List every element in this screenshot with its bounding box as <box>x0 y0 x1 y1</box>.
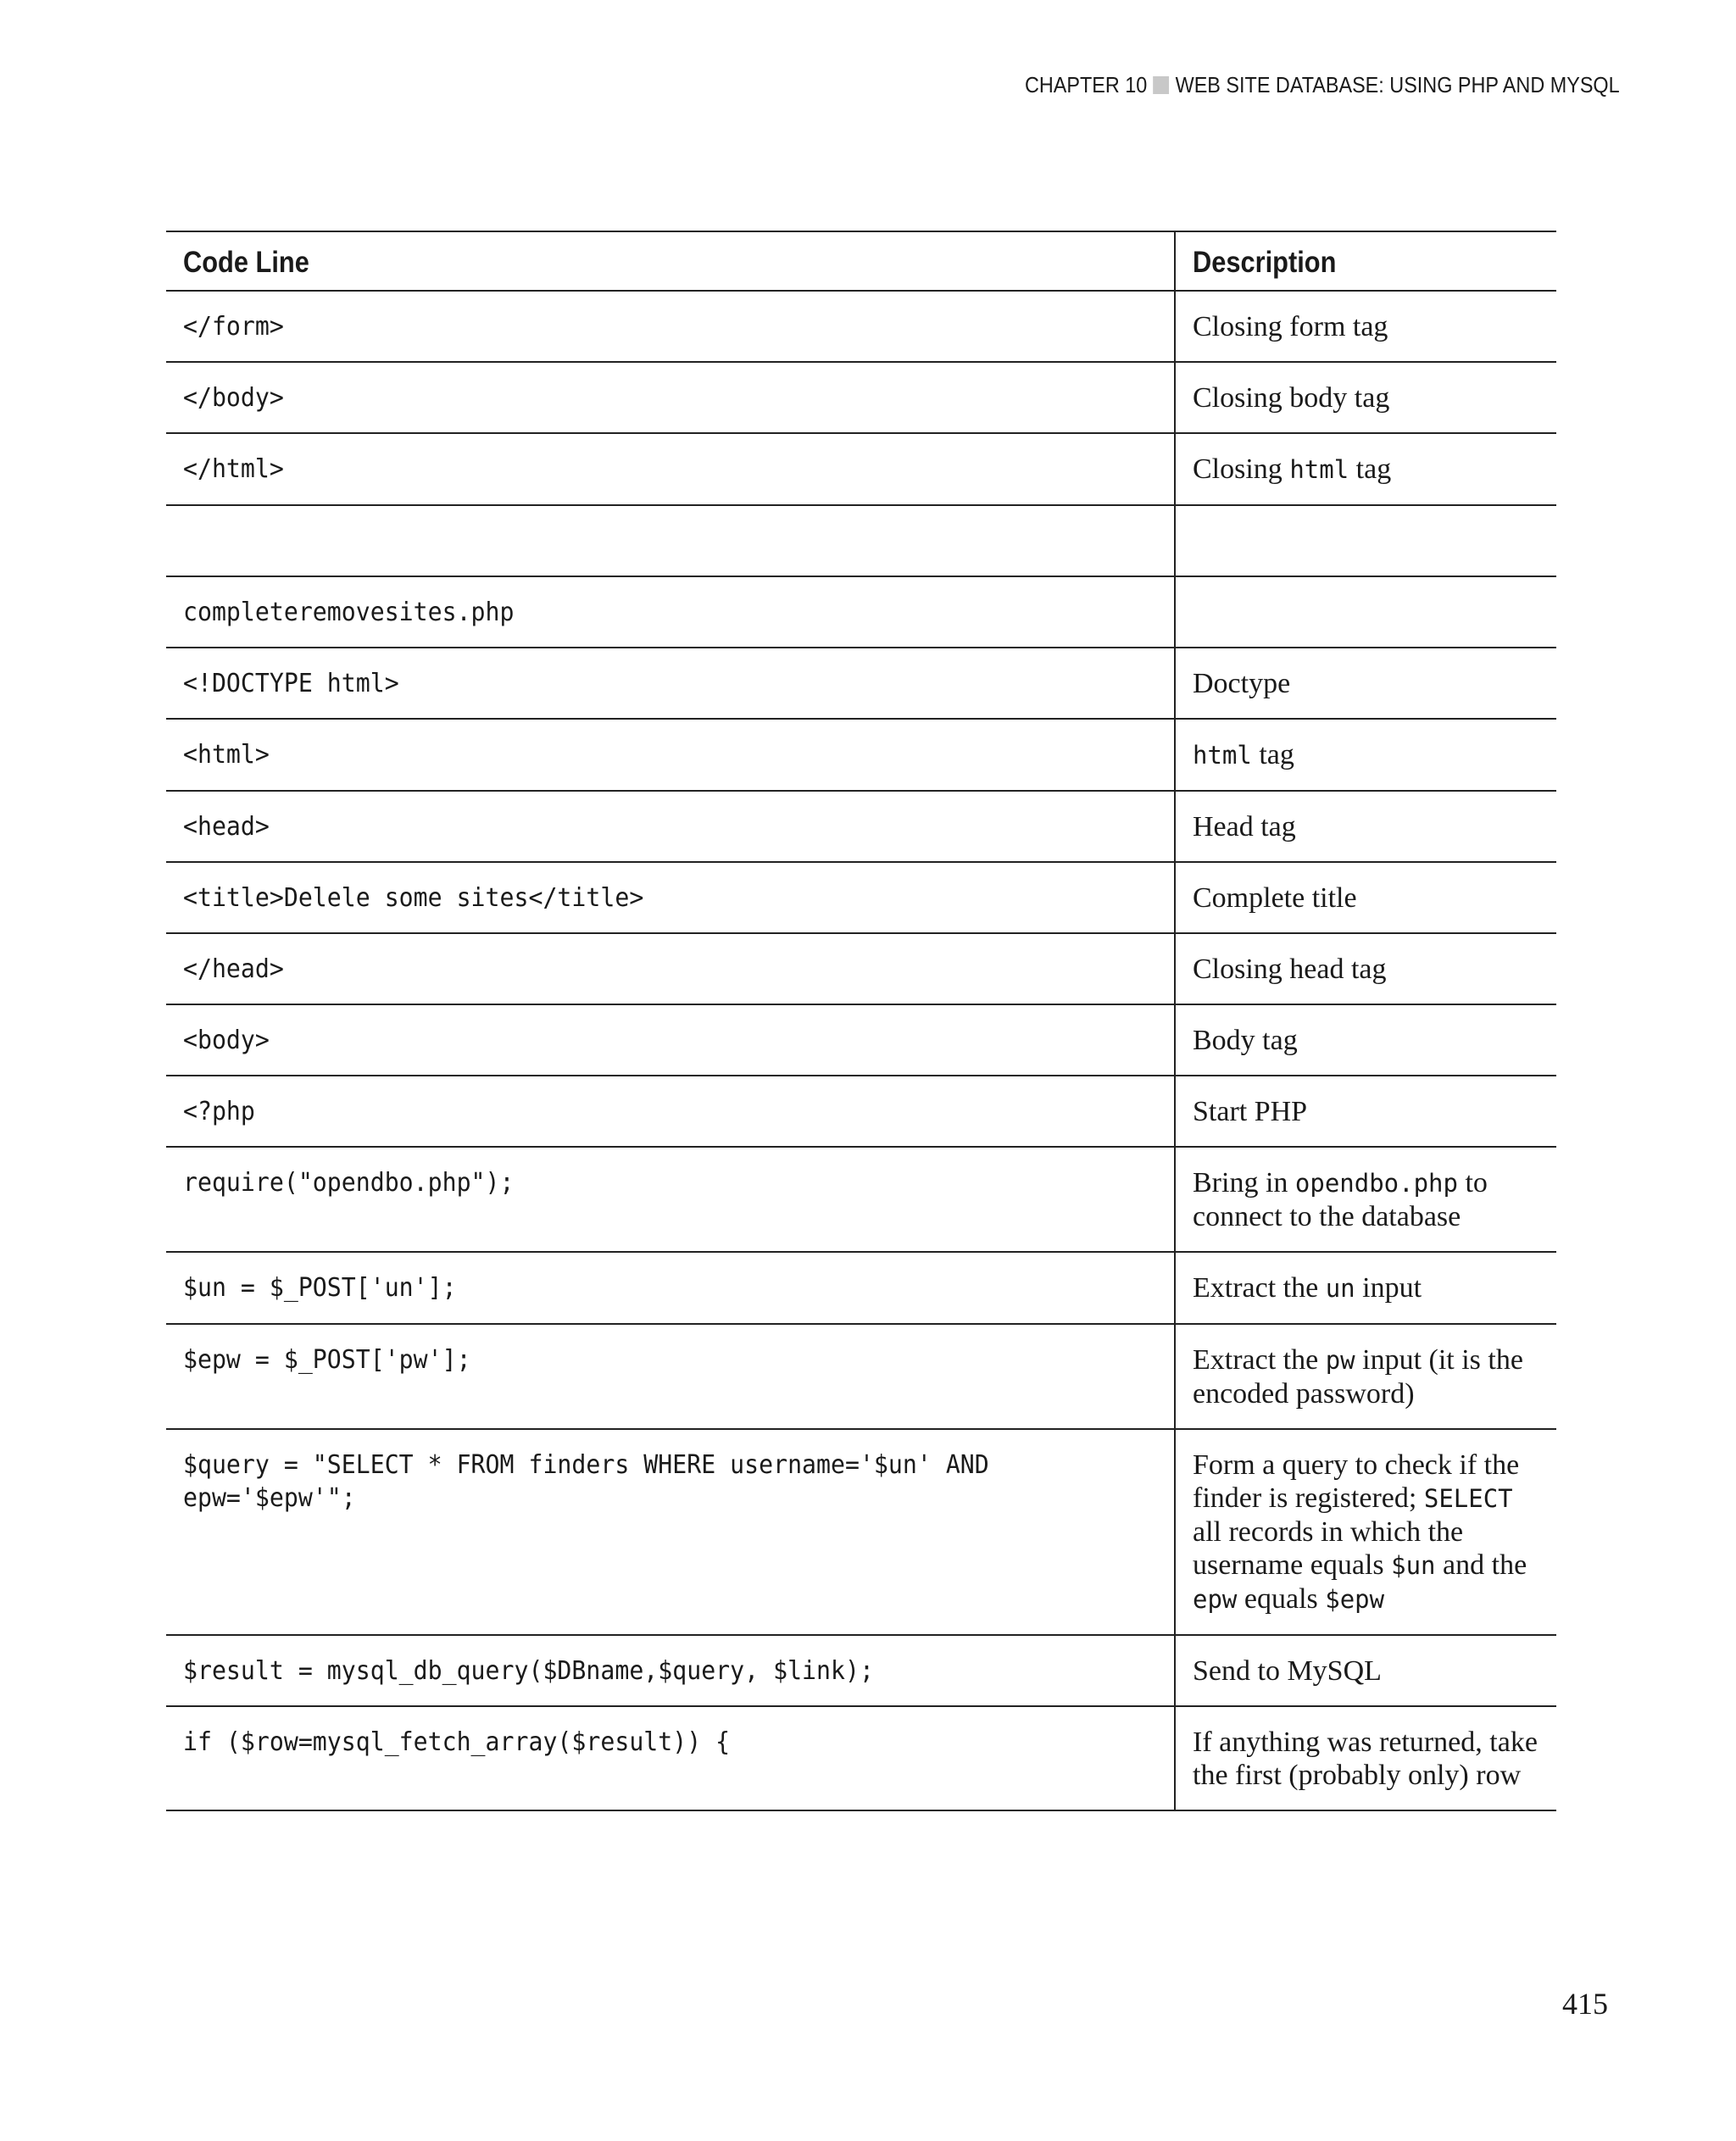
chapter-label: CHAPTER 10 <box>1025 72 1148 97</box>
description-text: tag <box>1349 453 1392 485</box>
code-line-cell <box>166 433 1175 505</box>
table-body <box>166 291 1556 1810</box>
description-code-fragment: epw <box>1193 1585 1238 1614</box>
chapter-title: WEB SITE DATABASE: USING PHP AND MYSQL <box>1175 72 1620 97</box>
code-line-cell <box>166 505 1175 576</box>
description-text: all records in which the username equals <box>1193 1516 1464 1581</box>
description-text: and the <box>1435 1549 1527 1581</box>
code-line-cell <box>166 1076 1175 1147</box>
code-line-cell <box>166 1147 1175 1252</box>
description-text: Extract the <box>1193 1344 1326 1376</box>
code-line-text: </head> <box>183 954 284 984</box>
table-row <box>166 648 1556 719</box>
code-line-cell <box>166 862 1175 933</box>
description-text: Closing form tag <box>1193 311 1388 342</box>
code-line-cell <box>166 1706 1175 1810</box>
description-text: input <box>1355 1272 1422 1304</box>
description-cell <box>1175 362 1556 433</box>
table-row <box>166 1429 1556 1635</box>
running-head <box>1025 72 1620 98</box>
table-row <box>166 433 1556 505</box>
code-line-text: </form> <box>183 312 284 342</box>
description-text: Head tag <box>1193 811 1296 842</box>
description-cell <box>1175 1147 1556 1252</box>
column-header-description: Description <box>1193 246 1337 279</box>
code-line-cell <box>166 933 1175 1004</box>
description-cell <box>1175 648 1556 719</box>
code-line-text: require("opendbo.php"); <box>183 1168 515 1198</box>
description-cell <box>1175 1076 1556 1147</box>
table-row <box>166 719 1556 791</box>
code-line-cell <box>166 1635 1175 1706</box>
column-header-code-line: Code Line <box>166 231 1175 291</box>
code-line-cell <box>166 1252 1175 1324</box>
description-code-fragment: SELECT <box>1423 1484 1513 1513</box>
code-line-text: <body> <box>183 1026 270 1055</box>
description-cell <box>1175 933 1556 1004</box>
description-text: Complete title <box>1193 882 1357 914</box>
description-text: tag <box>1251 739 1294 770</box>
page-number: 415 <box>1562 1987 1608 2021</box>
code-line-text: <!DOCTYPE html> <box>183 669 399 698</box>
description-code-fragment: opendbo.php <box>1294 1169 1458 1198</box>
description-cell <box>1175 1429 1556 1635</box>
description-text: Closing head tag <box>1193 954 1387 985</box>
code-line-text: $epw = $_POST['pw']; <box>183 1345 471 1375</box>
description-cell <box>1175 505 1556 576</box>
description-text: Extract the <box>1193 1272 1326 1304</box>
table-row <box>166 576 1556 648</box>
code-line-text: $un = $_POST['un']; <box>183 1273 457 1303</box>
table-row <box>166 791 1556 862</box>
table-row <box>166 933 1556 1004</box>
description-text: equals <box>1237 1583 1326 1615</box>
table-row <box>166 1147 1556 1252</box>
code-description-table <box>166 231 1556 1811</box>
table-row <box>166 291 1556 362</box>
description-text: Doctype <box>1193 668 1291 699</box>
description-text: Bring in <box>1193 1167 1295 1198</box>
table-row <box>166 1076 1556 1147</box>
description-text: Start PHP <box>1193 1096 1308 1127</box>
code-line-text: $result = mysql_db_query($DBname,$query, $link); <box>183 1656 874 1686</box>
table-header-row <box>166 231 1556 291</box>
code-line-text: if ($row=mysql_fetch_array($result)) { <box>183 1727 731 1757</box>
table-row <box>166 1324 1556 1429</box>
code-line-cell <box>166 291 1175 362</box>
code-line-cell <box>166 1324 1175 1429</box>
description-cell <box>1175 433 1556 505</box>
description-cell <box>1175 1004 1556 1076</box>
description-cell <box>1175 1252 1556 1324</box>
description-cell <box>1175 791 1556 862</box>
code-line-cell <box>166 791 1175 862</box>
description-cell <box>1175 862 1556 933</box>
code-line-cell <box>166 1004 1175 1076</box>
description-cell <box>1175 1324 1556 1429</box>
code-line-cell <box>166 576 1175 648</box>
description-code-fragment: $epw <box>1325 1585 1385 1614</box>
table-row <box>166 505 1556 576</box>
description-text: Send to MySQL <box>1193 1655 1382 1687</box>
description-text: Closing body tag <box>1193 382 1390 414</box>
description-code-fragment: un <box>1325 1274 1355 1303</box>
code-line-cell <box>166 719 1175 791</box>
table-row <box>166 862 1556 933</box>
code-line-cell <box>166 362 1175 433</box>
description-code-fragment: $un <box>1391 1551 1436 1580</box>
description-text: If anything was returned, take the first (probably only) row <box>1193 1727 1538 1791</box>
description-code-fragment: html <box>1193 741 1252 770</box>
code-line-text: </body> <box>183 383 284 413</box>
code-line-text: </html> <box>183 454 284 484</box>
code-line-text: <title>Delele some sites</title> <box>183 883 644 913</box>
code-line-text: $query = "SELECT * FROM finders WHERE username='$un' AND epw='$epw'"; <box>183 1450 989 1513</box>
description-code-fragment: pw <box>1325 1346 1355 1375</box>
table-row <box>166 362 1556 433</box>
table-row <box>166 1706 1556 1810</box>
code-line-text: <?php <box>183 1097 255 1126</box>
description-cell <box>1175 719 1556 791</box>
description-cell <box>1175 1706 1556 1810</box>
description-text: Body tag <box>1193 1025 1298 1056</box>
description-cell <box>1175 576 1556 648</box>
description-text: Form a query to check if the finder is registered; <box>1193 1449 1520 1514</box>
code-line-text: <head> <box>183 812 270 842</box>
description-text: Closing <box>1193 453 1290 485</box>
table-row <box>166 1252 1556 1324</box>
description-text: input (it is the encoded password) <box>1193 1344 1523 1410</box>
description-text: to connect to the database <box>1193 1167 1488 1232</box>
table-row <box>166 1004 1556 1076</box>
table-row <box>166 1635 1556 1706</box>
separator-square-icon <box>1154 76 1170 94</box>
code-line-text: <html> <box>183 740 270 770</box>
description-cell <box>1175 1635 1556 1706</box>
description-code-fragment: html <box>1289 455 1349 484</box>
code-line-cell <box>166 1429 1175 1635</box>
code-line-text: completeremovesites.php <box>183 598 515 627</box>
code-line-cell <box>166 648 1175 719</box>
description-cell <box>1175 291 1556 362</box>
